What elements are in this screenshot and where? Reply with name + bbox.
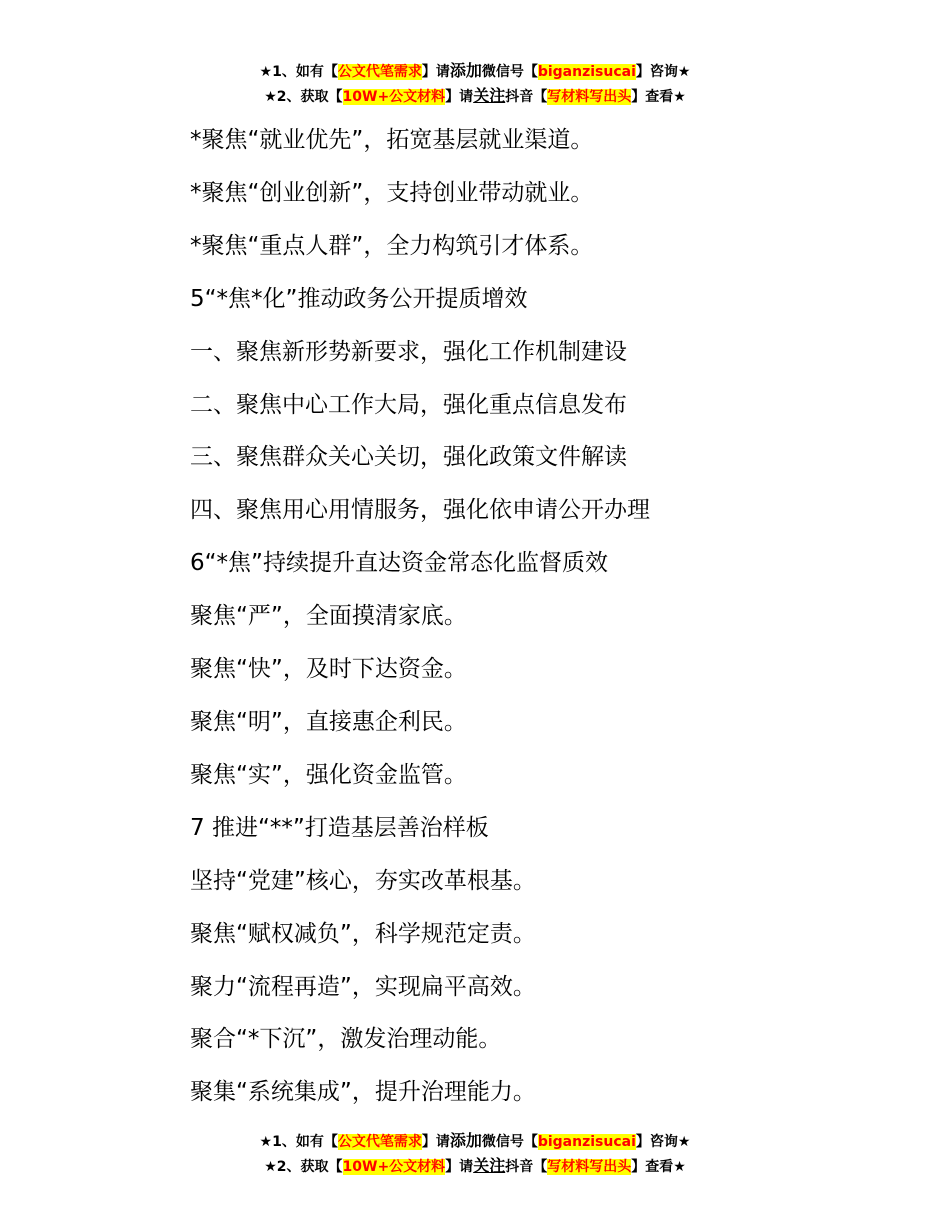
banner-line-1 bbox=[0, 1129, 950, 1154]
paragraph: 四、聚焦用心用情服务，强化依申请公开办理 bbox=[190, 497, 650, 524]
header-banner bbox=[0, 59, 950, 109]
paragraph: 聚焦“严”，全面摸清家底。 bbox=[190, 603, 467, 630]
paragraph: *聚焦“就业优先”，拓宽基层就业渠道。 bbox=[190, 127, 594, 153]
banner-text: 】请 bbox=[421, 1134, 450, 1150]
paragraph: *聚焦“创业创新”，支持创业带动就业。 bbox=[190, 179, 594, 206]
paragraph: *聚焦“重点人群”，全力构筑引才体系。 bbox=[190, 232, 594, 259]
section-heading: 6“*焦”持续提升直达资金常态化监督质效 bbox=[190, 550, 608, 577]
banner-text: ★1、如有【 bbox=[259, 64, 338, 80]
banner-text: 】请 bbox=[445, 89, 474, 105]
emphasis-text: 关注 bbox=[473, 86, 506, 105]
paragraph: 聚集“系统集成”，提升治理能力。 bbox=[190, 1079, 536, 1106]
paragraph: 聚焦“赋权减负”，科学规范定责。 bbox=[190, 920, 536, 947]
highlight-text: 10W+公文材料 bbox=[342, 1159, 446, 1175]
banner-text: 】查看★ bbox=[631, 1159, 686, 1175]
banner-text: ★2、获取【 bbox=[264, 89, 343, 105]
highlight-text: 公文代笔需求 bbox=[337, 64, 422, 80]
paragraph: 聚焦“快”，及时下达资金。 bbox=[190, 656, 467, 683]
highlight-text: 10W+公文材料 bbox=[342, 89, 446, 105]
paragraph: 聚力“流程再造”，实现扁平高效。 bbox=[190, 973, 536, 1000]
banner-line-2 bbox=[0, 1154, 950, 1179]
banner-text: 】请 bbox=[421, 64, 450, 80]
douyin-id: 写材料写出头 bbox=[547, 89, 632, 105]
douyin-id: 写材料写出头 bbox=[547, 1159, 632, 1175]
paragraph: 聚合“*下沉”，激发治理动能。 bbox=[190, 1026, 502, 1053]
wechat-id: biganzisucai bbox=[537, 1134, 636, 1150]
banner-text: 】咨询★ bbox=[635, 1134, 691, 1150]
emphasis-text: 添加 bbox=[449, 1131, 482, 1150]
banner-line-2 bbox=[0, 84, 950, 109]
banner-text: 抖音【 bbox=[505, 89, 548, 105]
paragraph: 一、聚焦新形势新要求，强化工作机制建设 bbox=[190, 338, 627, 365]
document-body bbox=[190, 114, 890, 1119]
paragraph: 坚持“党建”核心，夯实改革根基。 bbox=[190, 867, 536, 894]
banner-text: 】请 bbox=[445, 1159, 474, 1175]
section-heading: 5“*焦*化”推动政务公开提质增效 bbox=[190, 285, 528, 312]
banner-text: 微信号【 bbox=[481, 64, 538, 80]
banner-text: 微信号【 bbox=[481, 1134, 538, 1150]
banner-text: ★2、获取【 bbox=[264, 1159, 343, 1175]
footer-banner bbox=[0, 1129, 950, 1179]
banner-text: ★1、如有【 bbox=[259, 1134, 338, 1150]
paragraph: 聚焦“实”，强化资金监管。 bbox=[190, 761, 467, 788]
paragraph: 聚焦“明”，直接惠企利民。 bbox=[190, 708, 467, 735]
paragraph: 三、聚焦群众关心关切，强化政策文件解读 bbox=[190, 444, 627, 471]
highlight-text: 公文代笔需求 bbox=[337, 1134, 422, 1150]
emphasis-text: 添加 bbox=[449, 61, 482, 80]
wechat-id: biganzisucai bbox=[537, 64, 636, 80]
emphasis-text: 关注 bbox=[473, 1156, 506, 1175]
paragraph: 二、聚焦中心工作大局，强化重点信息发布 bbox=[190, 391, 627, 418]
banner-line-1 bbox=[0, 59, 950, 84]
banner-text: 】查看★ bbox=[631, 89, 686, 105]
banner-text: 抖音【 bbox=[505, 1159, 548, 1175]
banner-text: 】咨询★ bbox=[635, 64, 691, 80]
section-heading: 7 推进“**”打造基层善治样板 bbox=[190, 814, 489, 841]
